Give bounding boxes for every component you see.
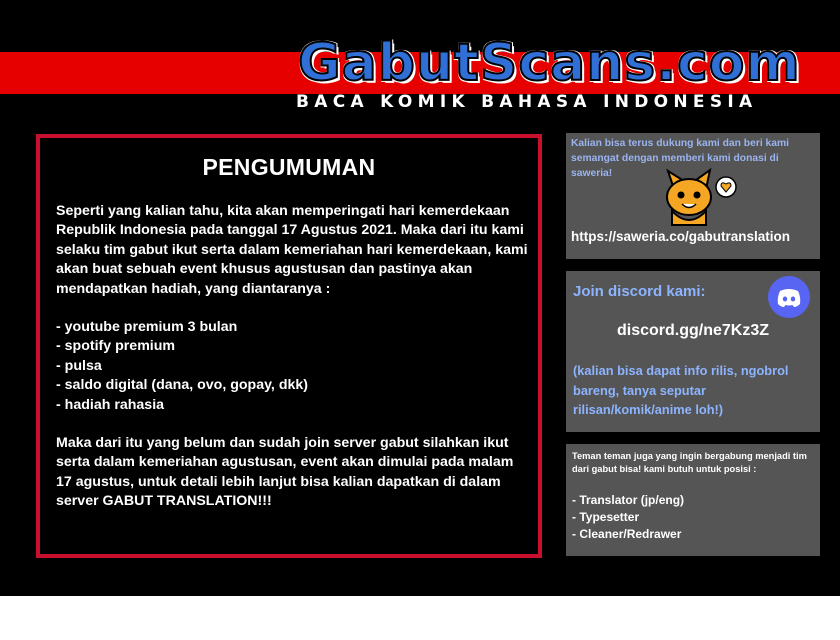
recruit-role: - Typesetter (572, 509, 684, 526)
discord-invite-link[interactable]: discord.gg/ne7Kz3Z (616, 322, 770, 339)
prize-item: - saldo digital (dana, ovo, gopay, dkk) (56, 376, 530, 395)
announcement-panel (36, 134, 542, 558)
donate-text: Kalian bisa terus dukung kami dan beri kami semangat dengan memberi kami donasi di saweria! (571, 138, 790, 179)
logo-tagline: BACA KOMIK BAHASA INDONESIA (296, 92, 758, 112)
discord-note: (kalian bisa dapat info rilis, ngobrol bareng, tanya seputar rilisan/komik/anime loh!) (573, 363, 789, 417)
recruit-role: - Translator (jp/eng) (572, 492, 684, 509)
announcement-body (56, 202, 530, 512)
saweria-link[interactable]: https://saweria.co/gabutranslation (571, 229, 791, 244)
recruit-panel (566, 444, 820, 556)
announcement-title: PENGUMUMAN (202, 154, 376, 180)
site-logo[interactable] (290, 32, 801, 114)
recruit-role-list (572, 492, 684, 543)
donate-panel (566, 133, 820, 259)
recruit-text: Teman teman juga yang ingin bergabung menjadi tim dari gabut bisa! kami butuh untuk posisi : (572, 451, 807, 474)
prize-item: - youtube premium 3 bulan (56, 318, 530, 337)
prize-item: - hadiah rahasia (56, 396, 530, 415)
discord-title: Join discord kami: (573, 283, 706, 300)
prize-item: - pulsa (56, 357, 530, 376)
discord-logo-icon[interactable] (768, 276, 810, 318)
saweria-mascot-icon (660, 167, 740, 227)
discord-panel (566, 271, 820, 432)
prize-item: - spotify premium (56, 337, 530, 356)
page-bottom-area (0, 596, 840, 640)
recruit-role: - Cleaner/Redrawer (572, 526, 684, 543)
prize-list (56, 318, 530, 415)
announcement-intro: Seperti yang kalian tahu, kita akan memperingati hari kemerdekaan Republik Indonesia pada tanggal 17 Agustus 2021. Maka dari itu kami selaku tim gabut ikut serta dalam kemeriahan hari kemerdekaan, kami akan buat sebuah event khusus agustusan dan pastinya akan mendapatkan hadiah, yang diantaranya : (56, 203, 528, 297)
announcement-closing: Maka dari itu yang belum dan sudah join server gabut silahkan ikut serta dalam kemeriahan agustusan, event akan dimulai pada malam 17 agustus, untuk detali lebih lanjut bisa kalian dapatkan di dalam server GABUT TRANSLATION!!! (56, 435, 514, 510)
logo-text: GabutScans.com (298, 33, 801, 93)
